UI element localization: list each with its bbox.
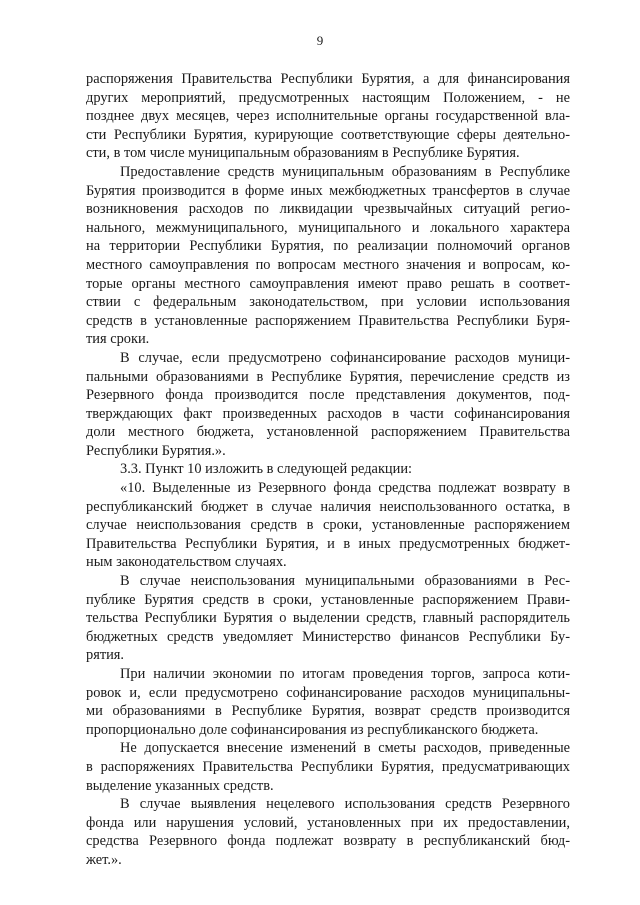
paragraph-line: республиканский бюджет в случае наличия неиспользованного остатка, в bbox=[86, 498, 570, 515]
paragraph-line: ми образованиями в Республике Бурятия, возврат средств производится bbox=[86, 703, 570, 720]
paragraph bbox=[86, 70, 570, 163]
paragraph-line: тельства Республики Бурятия о выделении средств, главный распорядитель bbox=[86, 610, 570, 627]
paragraph-line: 3.3. Пункт 10 изложить в следующей редакции: bbox=[120, 461, 413, 478]
paragraph-line: Резервного фонда производится после представления документов, под- bbox=[86, 387, 570, 404]
paragraph-line: В случае выявления нецелевого использования средств Резервного bbox=[120, 796, 570, 813]
paragraph-line: тия сроки. bbox=[86, 331, 150, 348]
paragraph-line: сти Республики Бурятия, курирующие соответствующие сферы деятельно- bbox=[86, 126, 570, 143]
paragraph bbox=[86, 665, 570, 739]
document-body bbox=[86, 70, 570, 870]
paragraph-line: жет.». bbox=[86, 851, 122, 868]
page-number: 9 bbox=[316, 33, 324, 48]
paragraph bbox=[86, 349, 570, 461]
paragraph-line: тверждающих факт произведенных расходов в части софинансирования bbox=[86, 405, 570, 422]
paragraph bbox=[86, 163, 570, 349]
paragraph-line: возникновения расходов по ликвидации чрезвычайных ситуаций регио- bbox=[86, 201, 570, 218]
paragraph-line: В случае, если предусмотрено софинансирование расходов муници- bbox=[120, 349, 570, 366]
paragraph-line: рятия. bbox=[86, 647, 125, 664]
paragraph-line: Предоставление средств муниципальным образованиям в Республике bbox=[120, 163, 570, 180]
paragraph bbox=[86, 460, 570, 479]
paragraph bbox=[86, 795, 570, 869]
paragraph-line: местного самоуправления по вопросам местного значения и вопросам, ко- bbox=[86, 256, 570, 273]
paragraph-line: нального, межмуниципального, муниципального и локального характера bbox=[86, 219, 570, 236]
paragraph-line: Не допускается внесение изменений в сметы расходов, приведенные bbox=[120, 740, 570, 757]
paragraph-line: доли местного бюджета, установленной распоряжением Правительства bbox=[86, 424, 570, 441]
paragraph bbox=[86, 739, 570, 795]
paragraph-line: средства Резервного фонда подлежат возврату в республиканский бюд- bbox=[86, 833, 570, 850]
paragraph-line: фонда или нарушения условий, установленных при их предоставлении, bbox=[86, 814, 570, 831]
paragraph-line: Республики Бурятия.». bbox=[86, 442, 226, 459]
paragraph bbox=[86, 479, 570, 572]
paragraph-line: других мероприятий, предусмотренных настоящим Положением, - не bbox=[86, 89, 570, 106]
paragraph-line: При наличии экономии по итогам проведения торгов, запроса коти- bbox=[120, 666, 570, 682]
paragraph-line: публике Бурятия средств в сроки, установленные распоряжением Прави- bbox=[86, 591, 570, 608]
paragraph-line: позднее двух месяцев, через исполнительные органы государственной вла- bbox=[86, 108, 570, 125]
paragraph-line: «10. Выделенные из Резервного фонда средства подлежат возврату в bbox=[120, 480, 570, 497]
paragraph-line: Бурятия производится в форме иных межбюджетных трансфертов в случае bbox=[86, 182, 570, 199]
paragraph-line: ным законодательством случаях. bbox=[86, 554, 287, 571]
paragraph-line: распоряжения Правительства Республики Бурятия, а для финансирования bbox=[86, 71, 570, 87]
paragraph-line: сти, в том числе муниципальным образованиям в Республике Бурятия. bbox=[86, 145, 520, 162]
paragraph-line: ствии с федеральным законодательством, при условии использования bbox=[86, 294, 570, 311]
paragraph-line: на территории Республики Бурятия, по реализации полномочий органов bbox=[86, 238, 570, 255]
paragraph-line: Правительства Республики Бурятия, и в иных предусмотренных бюджет- bbox=[86, 535, 570, 552]
paragraph-line: пальными образованиями в Республике Бурятия, перечисление средств из bbox=[86, 368, 570, 385]
paragraph-line: ровок и, если предусмотрено софинансирование расходов муниципальны- bbox=[86, 684, 570, 701]
paragraph-line: бюджетных средств уведомляет Министерство финансов Республики Бу- bbox=[86, 628, 570, 645]
paragraph-line: В случае неиспользования муниципальными образованиями в Рес- bbox=[120, 573, 570, 590]
paragraph-line: средств в установленные распоряжением Правительства Республики Буря- bbox=[86, 312, 570, 329]
paragraph-line: выделение указанных средств. bbox=[86, 777, 274, 794]
paragraph-line: пропорционально доле софинансирования из республиканского бюджета. bbox=[86, 721, 539, 738]
paragraph-line: торые органы местного самоуправления имеют право решать в соответ- bbox=[86, 275, 570, 292]
paragraph-line: случае неиспользования средств в сроки, установленные распоряжением bbox=[86, 517, 570, 534]
paragraph bbox=[86, 572, 570, 665]
paragraph-line: в распоряжениях Правительства Республики Бурятия, предусматривающих bbox=[86, 758, 570, 775]
